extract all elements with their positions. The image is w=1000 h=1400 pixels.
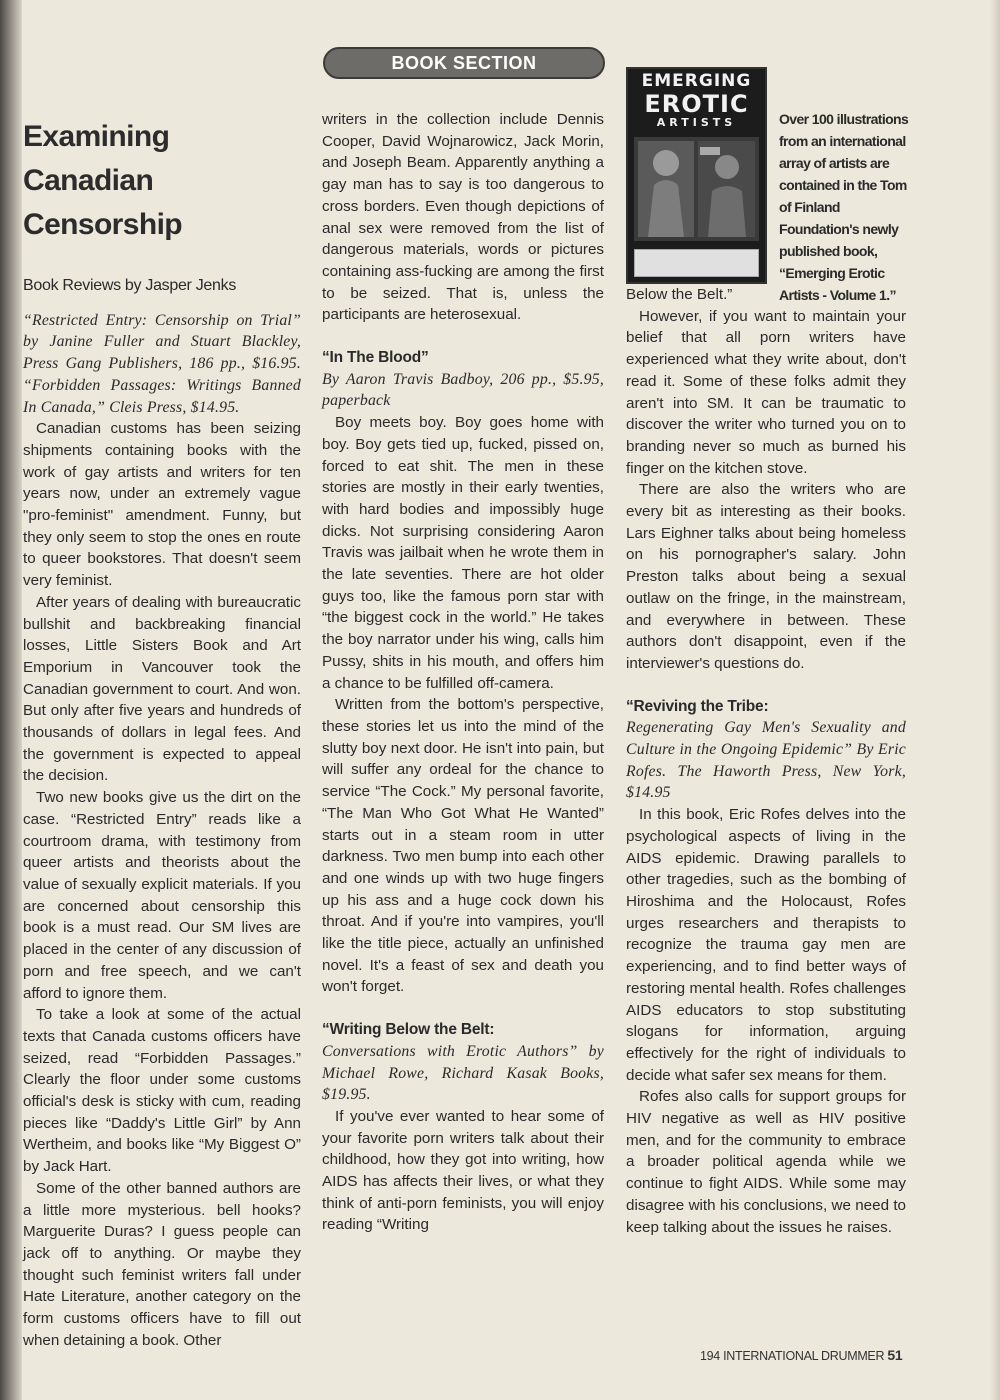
article-headline: Examining Canadian Censorship [23,120,183,241]
review-heading: “Reviving the Tribe: [626,697,769,715]
page-edge [990,0,1000,1400]
review-heading: “Writing Below the Belt: [322,1021,495,1039]
paragraph: Rofes also calls for support groups for HIV negative as well as HIV positive men, and for the community to embrace a broader political agenda while we continue to fight AIDS. While some may disagree with his conclusions, we need to keep talking about the issues he raises. [626,1088,906,1236]
column-1 [23,115,301,1351]
paragraph: Two new books give us the dirt on the case. “Restricted Entry” reads like a courtroom drama, with testimony from queer artists and theorists about the value of sexually explicit materials. If you are concerned about censorship this book is a must read. Our SM lives are placed in the center of any discussion of porn and free speech, and we can't afford to ignore them. [23,789,301,1002]
publication-name: 194 INTERNATIONAL DRUMMER [700,1349,885,1363]
column-3 [626,284,906,1238]
page-spine-shadow [0,0,22,1400]
paragraph: Boy meets boy. Boy goes home with boy. Boy gets tied up, fucked, pissed on, forced to eat shit. The men in these stories are mostly in their early twenties, with hard bodies and impossibly huge dicks. Not surprising considering Aaron Travis was jailbait when he wrote them in the late seventies. There are hot older guys too, like the famous porn star with “the biggest cock in the world.” He takes the boy narrator under his wing, calls him Pussy, shits in his mouth, and offers him a chance to be fulfilled off-camera. [322,414,604,692]
cover-title-line: ARTISTS [656,116,737,129]
paragraph: There are also the writers who are every bit as interesting as their books. Lars Eighner talks about being homeless on his pornographer's salary. John Preston talks about being a sexual outlaw on the fringe, in the mainstream, and everywhere in between. These authors don't disappoint, even if the interviewer's questions do. [626,481,906,672]
byline: Book Reviews by Jasper Jenks [23,277,237,294]
book-citation: “Restricted Entry: Censorship on Trial” by Janine Fuller and Stuart Blackley, Press Gang Publishers, 186 pp., $16.95. “Forbidden Passages: Writings Banned In Canada,” Cleis Press, $14.95. [23,311,301,416]
paragraph: Canadian customs has been seizing shipments containing books with the work of gay artists and writers for ten years now, under an extremely vague "pro-feminist" amendment. Funny, but they only seem to stop the ones en route to queer bookstores. That doesn't seem very feminist. [23,420,301,590]
image-caption: Over 100 illustrations from an international array of artists are contained in the Tom of Finland Foundation's newly published book, “Emerging Erotic Artists - Volume 1.” [779,111,909,303]
book-citation: Conversations with Erotic Authors” by Michael Rowe, Richard Kasak Books, $19.95. [322,1042,604,1104]
cover-artwork [634,137,759,241]
book-citation: Regenerating Gay Men's Sexuality and Culture in the Ongoing Epidemic” By Eric Rofes. The Haworth Press, New York, $14.95 [626,719,906,802]
review-heading: “In The Blood” [322,349,429,367]
paragraph: Below the Belt.” [626,286,733,303]
paragraph: After years of dealing with bureaucratic bullshit and backbreaking financial losses, Little Sisters Book and Art Emporium in Vancouver took the Canadian government to court. And won. But only after five years and hundreds of thousands of dollars in legal fees. And the government is expected to appeal the decision. [23,593,301,785]
cover-title-line: EROTIC [644,90,749,118]
cover-fine-print [634,249,759,277]
page-number: 51 [887,1347,903,1363]
paragraph: If you've ever wanted to hear some of your favorite porn writers talk about their childhood, how they got into writing, how AIDS has affects their lives, or what they think of anti-porn feminists, you will enjoy reading “Writing [322,1107,604,1234]
book-cover-image [626,67,767,284]
paragraph: In this book, Eric Rofes delves into the psychological aspects of living in the AIDS epidemic. Drawing parallels to other tragedies, such as the bombing of Hiroshima and the Holocaust, Rofes urges researchers and therapists to recognize the trauma gay men are experiencing, and to find better ways of restoring mental health. Rofes challenges AIDS educators to stop substituting slogans for information, arguing effectively for the right of individuals to decide what safer sex means for them. [626,806,906,1084]
paragraph: Some of the other banned authors are a little more mysterious. bell hooks? Marguerite Duras? I guess people can jack off to anything. Or maybe they thought such feminist writers fall under Hate Literature, another category on the form customs officers have to fill out when detaining a book. Other [23,1179,301,1349]
page-footer [700,1347,902,1363]
cover-title-line: EMERGING [641,71,752,91]
section-banner: BOOK SECTION [323,47,605,79]
column-2 [322,109,604,1236]
paragraph: writers in the collection include Dennis Cooper, David Wojnarowicz, Jack Morin, and Joseph Beam. Apparently anything a gay man has to say is too dangerous to cross borders. Even though depictions of anal sex were removed from the list of dangerous materials, words or pictures containing ass-fucking are among the first to be seized. That is, unless the participants are heterosexual. [322,111,604,324]
book-citation: By Aaron Travis Badboy, 206 pp., $5.95, paperback [322,370,604,410]
paragraph: Written from the bottom's perspective, these stories let us into the mind of the slutty boy next door. He isn't into pain, but will suffer any ordeal for the chance to service “The Cock.” My personal favorite, “The Man Who Got What He Wanted” starts out in a steam room in utter darkness. Two men bump into each other and one winds up with two huge fingers up his ass and a huge cock down his throat. And if you're into vampires, you'll like the title piece, actually an unfinished novel. It's a feast of sex and death you won't forget. [322,696,604,996]
paragraph: To take a look at some of the actual texts that Canada customs officers have seized, read “Forbidden Passages.” Clearly the floor under some customs official's desk is sticky with cum, reading pieces like “Daddy's Little Girl” by Ann Wertheim, and books like “My Biggest O” by Jack Hart. [23,1006,301,1176]
paragraph: However, if you want to maintain your belief that all porn writers have experienced what they write about, don't read it. Some of these folks admit they aren't into SM. It can be traumatic to discover the writer who turned you on to branding never so much as burned his finger on the kitchen stove. [626,307,906,477]
